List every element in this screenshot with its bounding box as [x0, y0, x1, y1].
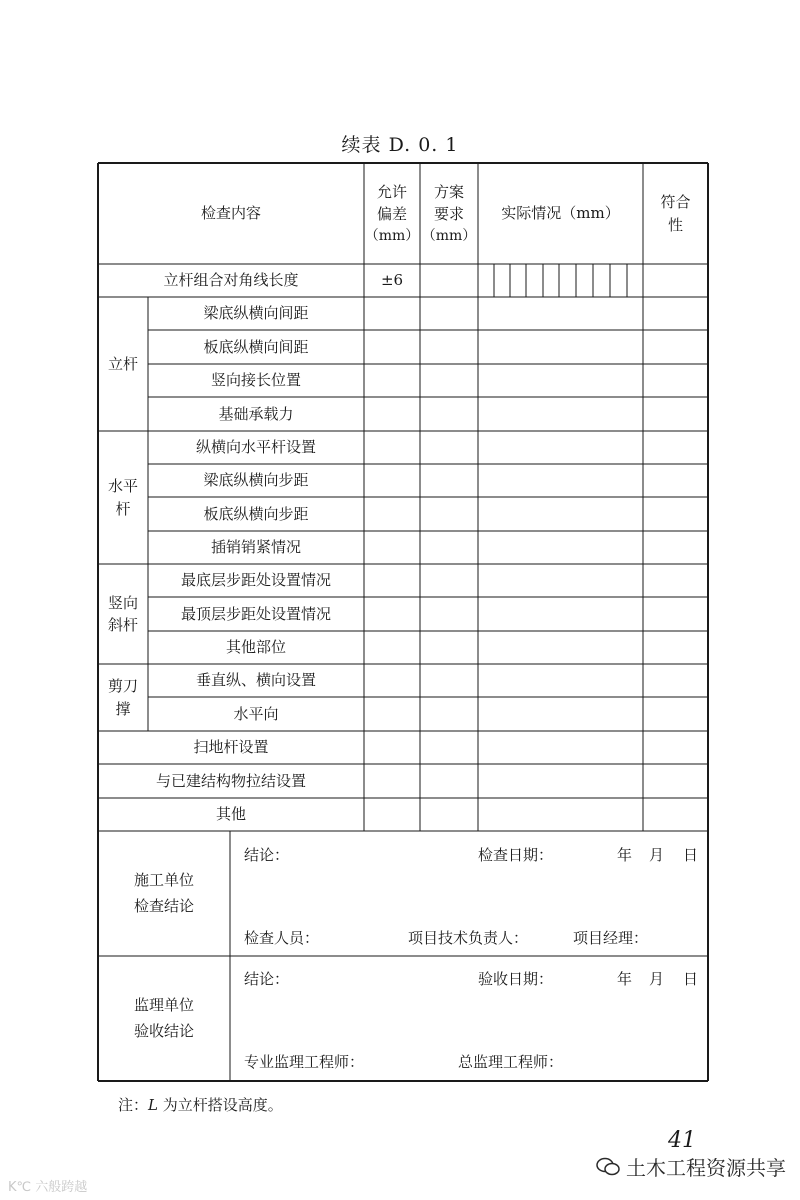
header-plan [420, 163, 478, 264]
row-tie: 与已建结构物拉结设置 [155, 771, 306, 790]
watermark-right-text: 土木工程资源共享 [626, 1156, 786, 1180]
row-horizontal-4: 插销销紧情况 [210, 538, 301, 557]
header-plan-line2: 要求 [433, 205, 464, 223]
group-horizontal-line2: 杆 [115, 499, 131, 518]
supervision-conclusion: 结论： [244, 970, 290, 988]
header-tolerance-line3: （mm） [364, 227, 420, 244]
supervision-day: 日 [683, 970, 699, 988]
row-upright-3: 竖向接长位置 [210, 371, 301, 390]
header-content: 检查内容 [200, 204, 261, 223]
supervision-label-line1: 监理单位 [133, 996, 194, 1014]
row-diagonal-brace-3: 其他部位 [225, 638, 286, 657]
construction-day: 日 [683, 846, 699, 864]
group-diagonal-brace [98, 564, 148, 664]
row-horizontal-1: 纵横向水平杆设置 [195, 438, 316, 457]
group-upright [98, 297, 148, 431]
header-tolerance [364, 163, 420, 264]
construction-year: 年 [617, 846, 633, 864]
header-tolerance-line2: 偏差 [376, 205, 407, 223]
row-sweep-rod: 扫地杆设置 [193, 738, 269, 757]
row-other: 其他 [215, 805, 246, 824]
construction-conclusion: 结论： [244, 846, 290, 864]
row-upright-1: 梁底纵横向间距 [203, 304, 309, 323]
header-conform [643, 163, 708, 264]
row-horizontal-2: 梁底纵横向步距 [203, 471, 309, 490]
row-scissor-2: 水平向 [233, 704, 279, 723]
construction-month: 月 [649, 846, 665, 864]
group-horizontal [98, 431, 148, 564]
row-upright-4: 基础承载力 [218, 404, 294, 423]
row-diagonal-brace-1: 最底层步距处设置情况 [180, 571, 331, 590]
supervision-label [98, 956, 230, 1081]
group-scissor [98, 664, 148, 731]
supervision-engineer: 专业监理工程师： [244, 1053, 365, 1071]
table-caption: 续表 D. 0. 1 [341, 134, 459, 156]
header-tolerance-line1: 允许 [376, 182, 407, 201]
header-actual: 实际情况（mm） [501, 204, 620, 223]
note-text: 为立杆搭设高度。 [162, 1096, 283, 1114]
group-upright-line1: 立杆 [107, 354, 138, 373]
watermark-right [596, 1152, 786, 1181]
supervision-month: 月 [649, 970, 665, 988]
note-variable: L [148, 1096, 158, 1114]
construction-tech-lead: 项目技术负责人： [408, 929, 529, 947]
construction-label-line2: 检查结论 [133, 896, 194, 915]
row-diagonal-brace-2: 最顶层步距处设置情况 [180, 604, 331, 623]
construction-date-label: 检查日期： [478, 846, 554, 864]
supervision-date-label: 验收日期： [478, 970, 554, 988]
table-note [118, 1094, 283, 1115]
row-diagonal-label: 立杆组合对角线长度 [163, 271, 299, 290]
group-scissor-line2: 撑 [115, 699, 131, 718]
construction-label-line1: 施工单位 [133, 871, 194, 889]
row-upright-2: 板底纵横向间距 [203, 337, 309, 356]
watermark-left: K℃ 六般跨越 [8, 1180, 88, 1195]
group-scissor-line1: 剪刀 [107, 677, 138, 695]
group-horizontal-line1: 水平 [107, 477, 138, 495]
construction-manager: 项目经理： [573, 929, 649, 947]
row-horizontal-3: 板底纵横向步距 [203, 504, 309, 523]
group-diagonal-brace-line2: 斜杆 [107, 616, 138, 634]
header-plan-line1: 方案 [433, 182, 464, 201]
construction-inspector: 检查人员： [244, 929, 320, 947]
wechat-icon [596, 1157, 620, 1177]
group-diagonal-brace-line1: 竖向 [107, 593, 138, 612]
header-conform-line1: 符合 [660, 193, 691, 211]
header-plan-line3: （mm） [421, 227, 477, 244]
construction-label [98, 831, 230, 956]
row-scissor-1: 垂直纵、横向设置 [195, 671, 316, 690]
row-diagonal-tolerance: ±6 [380, 271, 404, 290]
header-conform-line2: 性 [667, 215, 683, 234]
note-prefix: 注： [118, 1096, 149, 1114]
page-number: 41 [668, 1128, 696, 1153]
supervision-chief: 总监理工程师： [458, 1053, 564, 1071]
supervision-year: 年 [617, 970, 633, 988]
supervision-label-line2: 验收结论 [133, 1021, 194, 1040]
